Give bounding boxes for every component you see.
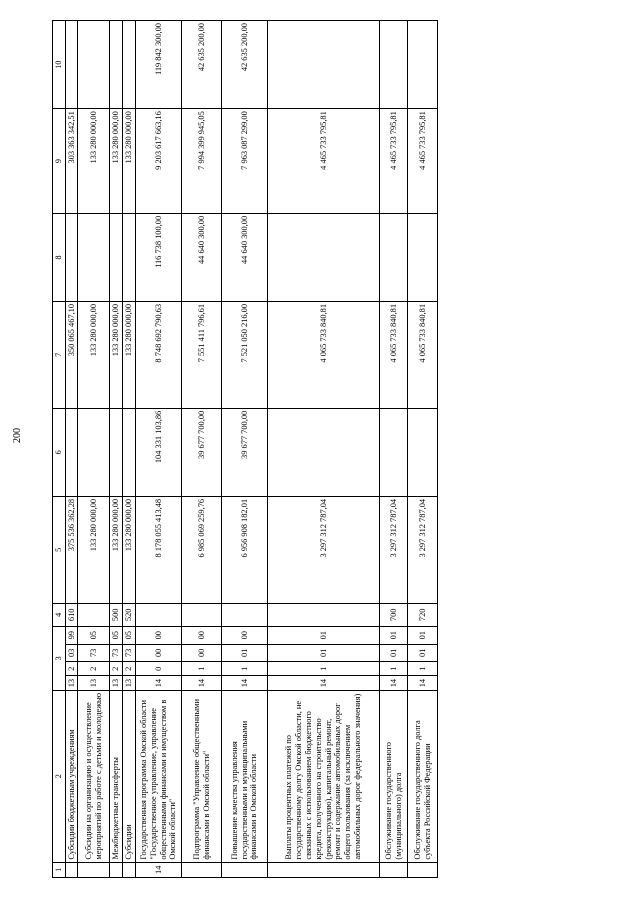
header-row bbox=[53, 21, 66, 878]
header-cell: 5 bbox=[53, 496, 66, 603]
amount-col-8 bbox=[110, 213, 123, 301]
header-cell: 4 bbox=[53, 603, 66, 626]
code-part-4: 00 bbox=[182, 626, 222, 644]
amount-col-5: 375 536 362,28 bbox=[65, 496, 78, 603]
code-part-3: 73 bbox=[110, 644, 123, 662]
amount-col-6: 104 331 103,86 bbox=[136, 408, 182, 496]
row-name: Государственная программа Омской области "Государственное управление, управление общественными финансами и имуществом в Омской области" bbox=[136, 690, 182, 862]
code-part-3: 01 bbox=[268, 644, 380, 662]
header-cell: 3 bbox=[53, 626, 66, 690]
table-body bbox=[65, 21, 437, 878]
table-row bbox=[222, 21, 268, 878]
code-part-1: 14 bbox=[380, 676, 408, 690]
amount-col-10: 42 635 200,00 bbox=[222, 21, 268, 109]
amount-col-8 bbox=[65, 213, 78, 301]
row-number bbox=[222, 862, 268, 877]
row-name: Подпрограмма "Управление общественными финансами в Омской области" bbox=[182, 690, 222, 862]
code-part-3: 01 bbox=[408, 644, 438, 662]
amount-col-7: 350 065 467,10 bbox=[65, 301, 78, 408]
amount-col-10 bbox=[78, 21, 110, 109]
amount-col-6: 39 677 700,00 bbox=[222, 408, 268, 496]
amount-col-7: 4 065 733 840,81 bbox=[268, 301, 380, 408]
code-part-2: 0 bbox=[136, 662, 182, 676]
header-cell: 8 bbox=[53, 213, 66, 301]
amount-col-10: 119 842 300,00 bbox=[136, 21, 182, 109]
code-part-3: 00 bbox=[136, 644, 182, 662]
header-cell: 7 bbox=[53, 301, 66, 408]
table-row bbox=[78, 21, 110, 878]
code-part-3: 00 bbox=[182, 644, 222, 662]
row-number bbox=[78, 862, 110, 877]
row-name: Межбюджетные трансферты bbox=[110, 690, 123, 862]
amount-col-10 bbox=[123, 21, 136, 109]
amount-col-8: 116 738 100,00 bbox=[136, 213, 182, 301]
amount-col-10 bbox=[408, 21, 438, 109]
code-part-1: 14 bbox=[222, 676, 268, 690]
amount-col-9: 4 465 733 795,81 bbox=[380, 109, 408, 214]
amount-col-9: 133 280 000,00 bbox=[78, 109, 110, 214]
code-part-1: 13 bbox=[123, 676, 136, 690]
code-part-1: 14 bbox=[268, 676, 380, 690]
amount-col-6 bbox=[123, 408, 136, 496]
row-number bbox=[123, 862, 136, 877]
expense-type-code bbox=[222, 603, 268, 626]
amount-col-6 bbox=[408, 408, 438, 496]
amount-col-5: 3 297 312 787,04 bbox=[408, 496, 438, 603]
amount-col-10: 42 635 200,00 bbox=[182, 21, 222, 109]
amount-col-7: 133 280 000,00 bbox=[110, 301, 123, 408]
code-part-2: 2 bbox=[65, 662, 78, 676]
expense-type-code bbox=[268, 603, 380, 626]
amount-col-6 bbox=[380, 408, 408, 496]
amount-col-6: 39 677 700,00 bbox=[182, 408, 222, 496]
amount-col-7: 133 280 000,00 bbox=[123, 301, 136, 408]
amount-col-7: 4 065 733 840,81 bbox=[408, 301, 438, 408]
code-part-2: 1 bbox=[380, 662, 408, 676]
amount-col-7: 8 748 692 790,63 bbox=[136, 301, 182, 408]
table-row bbox=[123, 21, 136, 878]
amount-col-5: 6 956 908 182,01 bbox=[222, 496, 268, 603]
expense-type-code bbox=[136, 603, 182, 626]
code-part-1: 13 bbox=[110, 676, 123, 690]
budget-table bbox=[52, 20, 438, 878]
code-part-2: 1 bbox=[408, 662, 438, 676]
expense-type-code bbox=[78, 603, 110, 626]
row-number bbox=[268, 862, 380, 877]
amount-col-8 bbox=[380, 213, 408, 301]
amount-col-10 bbox=[268, 21, 380, 109]
amount-col-6 bbox=[110, 408, 123, 496]
expense-type-code: 520 bbox=[123, 603, 136, 626]
amount-col-8 bbox=[268, 213, 380, 301]
row-name: Субсидии на организацию и осуществление мероприятий по работе с детьми и молодежью bbox=[78, 690, 110, 862]
amount-col-9: 7 963 087 299,00 bbox=[222, 109, 268, 214]
amount-col-9: 7 994 399 945,05 bbox=[182, 109, 222, 214]
table-row bbox=[65, 21, 78, 878]
expense-type-code: 500 bbox=[110, 603, 123, 626]
amount-col-7: 133 280 000,00 bbox=[78, 301, 110, 408]
amount-col-7: 7 521 050 216,00 bbox=[222, 301, 268, 408]
table-row bbox=[268, 21, 380, 878]
row-name: Обслуживание государственного (муниципального) долга bbox=[380, 690, 408, 862]
expense-type-code: 610 bbox=[65, 603, 78, 626]
amount-col-9: 4 465 733 795,81 bbox=[268, 109, 380, 214]
row-number bbox=[65, 862, 78, 877]
row-number bbox=[110, 862, 123, 877]
budget-table-container bbox=[52, 20, 628, 878]
code-part-2: 2 bbox=[78, 662, 110, 676]
code-part-4: 05 bbox=[110, 626, 123, 644]
amount-col-8 bbox=[408, 213, 438, 301]
amount-col-5: 133 280 000,00 bbox=[123, 496, 136, 603]
code-part-1: 14 bbox=[136, 676, 182, 690]
expense-type-code: 720 bbox=[408, 603, 438, 626]
code-part-3: 73 bbox=[78, 644, 110, 662]
amount-col-8: 44 640 300,00 bbox=[222, 213, 268, 301]
header-cell: 1 bbox=[53, 862, 66, 877]
code-part-3: 03 bbox=[65, 644, 78, 662]
amount-col-9: 133 280 000,00 bbox=[110, 109, 123, 214]
code-part-1: 13 bbox=[78, 676, 110, 690]
code-part-4: 01 bbox=[408, 626, 438, 644]
code-part-2: 1 bbox=[268, 662, 380, 676]
amount-col-5: 3 297 312 787,04 bbox=[380, 496, 408, 603]
amount-col-10 bbox=[380, 21, 408, 109]
code-part-2: 1 bbox=[182, 662, 222, 676]
code-part-1: 14 bbox=[408, 676, 438, 690]
code-part-1: 13 bbox=[65, 676, 78, 690]
table-row bbox=[110, 21, 123, 878]
row-number bbox=[380, 862, 408, 877]
page-number: 200 bbox=[12, 428, 23, 443]
amount-col-7: 4 065 733 840,81 bbox=[380, 301, 408, 408]
amount-col-9: 9 203 617 663,16 bbox=[136, 109, 182, 214]
amount-col-7: 7 551 411 796,61 bbox=[182, 301, 222, 408]
row-number bbox=[408, 862, 438, 877]
row-number bbox=[182, 862, 222, 877]
amount-col-9: 303 363 342,51 bbox=[65, 109, 78, 214]
amount-col-8 bbox=[123, 213, 136, 301]
amount-col-10 bbox=[65, 21, 78, 109]
table-row bbox=[408, 21, 438, 878]
header-cell: 9 bbox=[53, 109, 66, 214]
row-name: Повышение качества управления государственными и муниципальными финансами в Омской области bbox=[222, 690, 268, 862]
row-name: Субсидии bbox=[123, 690, 136, 862]
code-part-4: 05 bbox=[78, 626, 110, 644]
code-part-2: 1 bbox=[222, 662, 268, 676]
amount-col-5: 133 280 000,00 bbox=[110, 496, 123, 603]
code-part-4: 00 bbox=[222, 626, 268, 644]
code-part-2: 2 bbox=[110, 662, 123, 676]
row-number: 14 bbox=[136, 862, 182, 877]
header-cell: 6 bbox=[53, 408, 66, 496]
code-part-2: 2 bbox=[123, 662, 136, 676]
row-name: Обслуживание государственного долга субъекта Российской Федерации bbox=[408, 690, 438, 862]
amount-col-8: 44 640 300,00 bbox=[182, 213, 222, 301]
table-row bbox=[380, 21, 408, 878]
amount-col-9: 4 465 733 795,81 bbox=[408, 109, 438, 214]
header-cell: 10 bbox=[53, 21, 66, 109]
code-part-3: 01 bbox=[380, 644, 408, 662]
amount-col-5: 8 178 055 413,48 bbox=[136, 496, 182, 603]
table-row bbox=[182, 21, 222, 878]
code-part-4: 05 bbox=[123, 626, 136, 644]
amount-col-5: 133 280 000,00 bbox=[78, 496, 110, 603]
amount-col-6 bbox=[78, 408, 110, 496]
code-part-4: 99 bbox=[65, 626, 78, 644]
code-part-4: 01 bbox=[268, 626, 380, 644]
expense-type-code bbox=[182, 603, 222, 626]
header-cell: 2 bbox=[53, 690, 66, 862]
code-part-1: 14 bbox=[182, 676, 222, 690]
expense-type-code: 700 bbox=[380, 603, 408, 626]
code-part-3: 73 bbox=[123, 644, 136, 662]
amount-col-8 bbox=[78, 213, 110, 301]
row-name: Выплаты процентных платежей по государственному долгу Омской области, не связанных с использованием бюджетного кредита, полученного на строительство (реконструкцию), капитальный ремонт, ремонт и содержание автомобильных дорог общего пользования (за исключением автомобильных дорог федерального значения) bbox=[268, 690, 380, 862]
amount-col-5: 3 297 312 787,04 bbox=[268, 496, 380, 603]
code-part-4: 01 bbox=[380, 626, 408, 644]
code-part-4: 00 bbox=[136, 626, 182, 644]
table-row bbox=[136, 21, 182, 878]
amount-col-6 bbox=[65, 408, 78, 496]
amount-col-10 bbox=[110, 21, 123, 109]
code-part-3: 01 bbox=[222, 644, 268, 662]
amount-col-9: 133 280 000,00 bbox=[123, 109, 136, 214]
amount-col-6 bbox=[268, 408, 380, 496]
amount-col-5: 6 985 069 259,76 bbox=[182, 496, 222, 603]
row-name: Субсидии бюджетным учреждениям bbox=[65, 690, 78, 862]
